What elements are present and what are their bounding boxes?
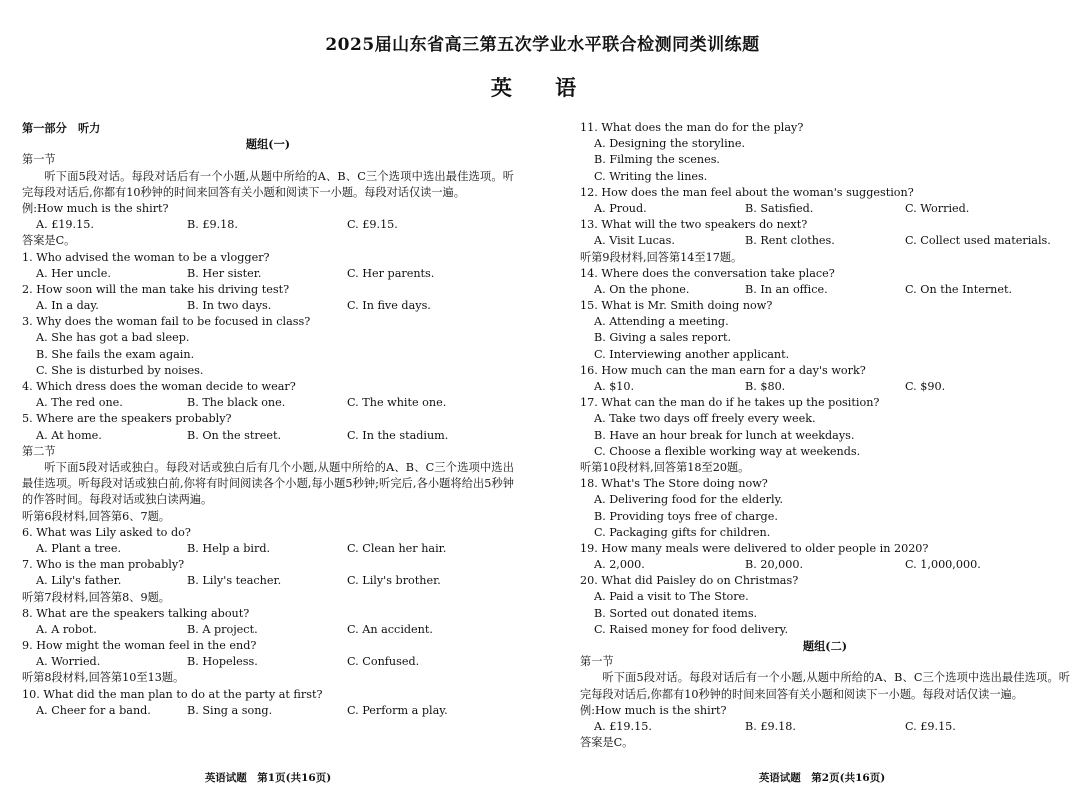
- section-instructions: 听下面5段对话或独白。每段对话或独白后有几个小题,从题中所给的A、B、C三个选项中选出最佳选项。听每段对话或独白前,你将有时间阅读各个小题,每小题5秒钟;听完后,各小题将给出5秒钟的作答时间。每段对话或独白读两遍。: [22, 460, 514, 507]
- option-a: A. 2,000.: [594, 558, 645, 572]
- option-a: A. Take two days off freely every week.: [594, 412, 816, 426]
- option-b: B. £9.18.: [187, 218, 238, 232]
- option-a: A. Her uncle.: [36, 266, 111, 280]
- section-instructions: 听下面5段对话。每段对话后有一个小题,从题中所给的A、B、C三个选项中选出最佳选项。听完每段对话后,你都有10秒钟的时间来回答有关小题和阅读下一小题。每段对话仅读一遍。: [22, 169, 514, 199]
- option-a: A. Delivering food for the elderly.: [594, 493, 784, 507]
- question-3: 3. Why does the woman fail to be focused in class?: [22, 315, 311, 329]
- part-heading: 第一部分 听力: [22, 121, 101, 135]
- option-c: C. £9.15.: [905, 719, 956, 733]
- option-c: C. In the stadium.: [347, 428, 449, 442]
- question-18: 18. What's The Store doing now?: [580, 477, 768, 491]
- option-b: B. On the street.: [187, 428, 282, 442]
- question-16: 16. How much can the man earn for a day's work?: [580, 363, 866, 377]
- question-20: 20. What did Paisley do on Christmas?: [580, 574, 799, 588]
- question-10: 10. What did the man plan to do at the party at first?: [22, 687, 323, 701]
- option-a: A. Plant a tree.: [36, 541, 122, 555]
- option-a: A. Visit Lucas.: [594, 234, 675, 248]
- option-c: C. Writing the lines.: [594, 169, 708, 183]
- question-13: 13. What will the two speakers do next?: [580, 218, 808, 232]
- option-c: C. Perform a play.: [347, 703, 448, 717]
- page-title: 2025届山东省高三第五次学业水平联合检测同类训练题: [325, 35, 760, 55]
- option-b: B. Filming the scenes.: [594, 153, 720, 167]
- option-c: C. 1,000,000.: [905, 558, 981, 572]
- option-c: C. Choose a flexible working way at weekends.: [594, 444, 861, 458]
- option-a: A. Paid a visit to The Store.: [594, 590, 749, 604]
- group-heading: 题组(二): [802, 639, 848, 653]
- material-heading: 听第10段材料,回答第18至20题。: [580, 460, 750, 474]
- option-a: A. On the phone.: [594, 282, 690, 296]
- option-b: B. In two days.: [187, 299, 272, 313]
- section-heading: 第二节: [22, 444, 56, 458]
- question-14-options: [580, 282, 1070, 298]
- option-a: A. Lily's father.: [36, 574, 122, 588]
- option-c: C. Collect used materials.: [905, 234, 1051, 248]
- option-c: C. £9.15.: [347, 218, 398, 232]
- example-question: 例:How much is the shirt?: [580, 703, 727, 717]
- option-a: A. Proud.: [594, 201, 647, 215]
- example-question: 例:How much is the shirt?: [22, 201, 169, 215]
- question-2-options: [22, 298, 514, 314]
- option-b: B. A project.: [187, 622, 258, 636]
- question-6: 6. What was Lily asked to do?: [22, 525, 191, 539]
- question-8-options: [22, 622, 514, 638]
- question-5: 5. Where are the speakers probably?: [22, 412, 232, 426]
- question-1: 1. Who advised the woman to be a vlogger?: [22, 250, 270, 264]
- option-c: C. Interviewing another applicant.: [594, 347, 790, 361]
- option-b: B. Hopeless.: [187, 655, 258, 669]
- option-b: B. Sorted out donated items.: [594, 606, 758, 620]
- question-4-options: [22, 395, 514, 411]
- option-b: B. She fails the exam again.: [36, 347, 195, 361]
- question-19: 19. How many meals were delivered to older people in 2020?: [580, 541, 929, 555]
- example-answer: 答案是C。: [22, 234, 76, 248]
- option-b: B. Providing toys free of charge.: [594, 509, 778, 523]
- option-b: B. Help a bird.: [187, 541, 271, 555]
- material-heading: 听第7段材料,回答第8、9题。: [22, 590, 170, 604]
- option-b: B. Lily's teacher.: [187, 574, 282, 588]
- question-11: 11. What does the man do for the play?: [580, 121, 804, 134]
- group-heading: 题组(一): [245, 137, 291, 152]
- material-heading: 听第9段材料,回答第14至17题。: [580, 250, 743, 264]
- question-16-options: [580, 379, 1070, 395]
- question-15: 15. What is Mr. Smith doing now?: [580, 299, 773, 313]
- option-b: B. Rent clothes.: [745, 234, 835, 248]
- question-17: 17. What can the man do if he takes up the position?: [580, 396, 880, 410]
- material-heading: 听第6段材料,回答第6、7题。: [22, 509, 170, 523]
- option-c: C. Clean her hair.: [347, 541, 447, 555]
- section-heading: 第一节: [22, 153, 56, 167]
- question-9: 9. How might the woman feel in the end?: [22, 639, 257, 653]
- option-a: A. Worried.: [36, 655, 101, 669]
- option-a: A. In a day.: [36, 299, 99, 313]
- question-7-options: [22, 573, 514, 589]
- option-a: A. Attending a meeting.: [594, 315, 729, 329]
- option-c: C. In five days.: [347, 299, 431, 313]
- page-footer: 英语试题 第1页(共16页): [204, 772, 332, 784]
- question-1-options: [22, 266, 514, 282]
- option-a: A. £19.15.: [594, 719, 652, 733]
- option-b: B. The black one.: [187, 396, 286, 410]
- question-5-options: [22, 428, 514, 444]
- option-b: B. In an office.: [745, 282, 828, 296]
- section-instructions: 听下面5段对话。每段对话后有一个小题,从题中所给的A、B、C三个选项中选出最佳选项。听完每段对话后,你都有10秒钟的时间来回答有关小题和阅读下一小题。每段对话仅读一遍。: [580, 671, 1070, 701]
- question-9-options: [22, 654, 514, 670]
- question-19-options: [580, 557, 1070, 573]
- option-c: C. She is disturbed by noises.: [36, 363, 204, 377]
- example-answer: 答案是C。: [580, 736, 634, 750]
- option-c: C. An accident.: [347, 622, 433, 636]
- option-a: A. She has got a bad sleep.: [36, 331, 190, 345]
- option-c: C. Raised money for food delivery.: [594, 622, 789, 636]
- example-options: [22, 217, 514, 233]
- option-a: A. A robot.: [36, 622, 97, 636]
- question-6-options: [22, 541, 514, 557]
- section-heading: 第一节: [580, 655, 614, 669]
- subject-title: 英 语: [490, 75, 595, 100]
- example-options: [580, 719, 1070, 735]
- question-7: 7. Who is the man probably?: [22, 558, 185, 572]
- question-14: 14. Where does the conversation take place?: [580, 266, 835, 280]
- option-a: A. The red one.: [36, 396, 123, 410]
- option-b: B. $80.: [745, 380, 786, 393]
- option-a: A. $10.: [594, 380, 635, 393]
- option-c: C. Worried.: [905, 201, 970, 215]
- question-13-options: [580, 233, 1070, 249]
- option-a: A. Designing the storyline.: [594, 137, 746, 151]
- option-c: C. $90.: [905, 380, 946, 393]
- question-12: 12. How does the man feel about the woman's suggestion?: [580, 185, 914, 199]
- question-4: 4. Which dress does the woman decide to wear?: [22, 380, 296, 394]
- option-c: C. Her parents.: [347, 266, 435, 280]
- option-b: B. £9.18.: [745, 719, 796, 733]
- option-a: A. At home.: [36, 428, 102, 442]
- option-b: B. Satisfied.: [745, 201, 814, 215]
- option-b: B. Giving a sales report.: [594, 331, 732, 345]
- question-8: 8. What are the speakers talking about?: [22, 606, 250, 620]
- question-12-options: [580, 201, 1070, 217]
- option-c: C. The white one.: [347, 396, 447, 410]
- option-c: C. Packaging gifts for children.: [594, 525, 771, 539]
- option-b: B. Her sister.: [187, 266, 262, 280]
- left-column: [22, 120, 514, 719]
- option-c: C. Confused.: [347, 655, 420, 669]
- option-a: A. Cheer for a band.: [36, 703, 151, 717]
- option-b: B. Have an hour break for lunch at weekdays.: [594, 428, 855, 442]
- option-a: A. £19.15.: [36, 218, 94, 232]
- question-10-options: [22, 703, 514, 719]
- right-column: [580, 120, 1070, 751]
- option-b: B. 20,000.: [745, 558, 804, 572]
- option-b: B. Sing a song.: [187, 703, 273, 717]
- question-2: 2. How soon will the man take his driving test?: [22, 282, 290, 296]
- option-c: C. On the Internet.: [905, 282, 1013, 296]
- page-footer: 英语试题 第2页(共16页): [758, 772, 886, 784]
- material-heading: 听第8段材料,回答第10至13题。: [22, 671, 185, 685]
- option-c: C. Lily's brother.: [347, 574, 441, 588]
